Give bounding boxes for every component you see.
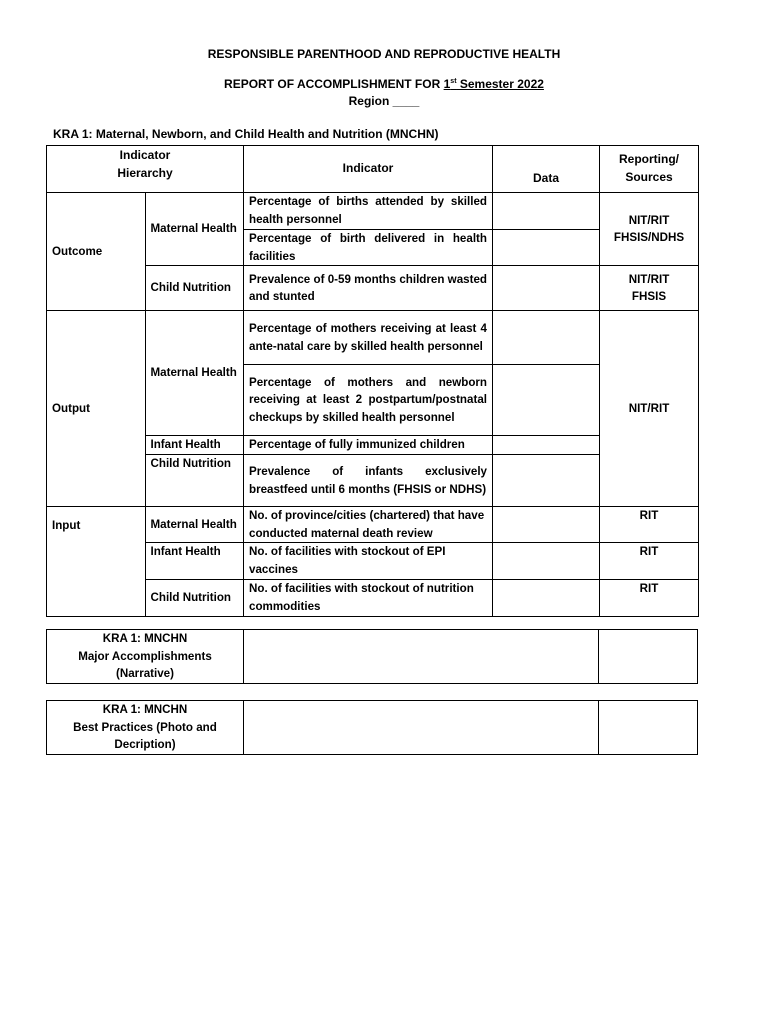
area-child-nutrition: Child Nutrition <box>145 266 244 311</box>
header-data: Data <box>493 146 600 193</box>
table-header-row <box>47 146 699 193</box>
indicator-wasted-stunted: Prevalence of 0-59 months children wasted and stunted <box>244 266 493 311</box>
kra-heading: KRA 1: Maternal, Newborn, and Child Health and Nutrition (MNCHN) <box>53 127 439 141</box>
best-practices-label <box>47 701 244 755</box>
table-row <box>47 311 699 365</box>
accomplishments-line3: (Narrative) <box>116 667 174 681</box>
data-cell[interactable] <box>493 365 600 436</box>
data-cell[interactable] <box>493 311 600 365</box>
indicator-breastfeed: Prevalence of infants exclusively breastfeed until 6 months (FHSIS or NDHS) <box>244 455 493 507</box>
data-cell[interactable] <box>493 266 600 311</box>
header-hierarchy-line1: Indicator <box>119 148 171 162</box>
table-row <box>47 543 699 579</box>
level-outcome: Outcome <box>47 193 146 311</box>
indicator-antenatal: Percentage of mothers receiving at least 4 ante-natal care by skilled health personnel <box>244 311 493 365</box>
area-maternal-health: Maternal Health <box>145 193 244 266</box>
indicator-facility-births: Percentage of birth delivered in health facilities <box>244 230 493 266</box>
sources-output: NIT/RIT <box>600 311 699 507</box>
report-title <box>0 77 768 91</box>
sources-input-child: RIT <box>600 579 699 616</box>
best-practices-line1: KRA 1: MNCHN <box>102 703 188 716</box>
best-practices-line2: Best Practices (Photo and <box>73 720 217 734</box>
table-row <box>47 579 699 616</box>
best-practices-table <box>46 700 698 755</box>
area-maternal-health: Maternal Health <box>145 311 244 436</box>
accomplishments-table <box>46 629 698 684</box>
sources-line1: NIT/RIT <box>628 272 670 286</box>
data-cell[interactable] <box>493 436 600 455</box>
sources-line2: FHSIS/NDHS <box>613 231 685 245</box>
best-practices-extra-cell[interactable] <box>599 701 698 755</box>
semester-number: 1 <box>443 77 451 91</box>
header-hierarchy-line2: Hierarchy <box>117 165 173 180</box>
area-infant-health: Infant Health <box>145 436 244 455</box>
area-infant-health: Infant Health <box>145 543 244 579</box>
level-input: Input <box>47 507 146 616</box>
data-cell[interactable] <box>493 579 600 616</box>
accomplishments-extra-cell[interactable] <box>599 630 698 684</box>
header-indicator-hierarchy <box>47 146 244 193</box>
table-row <box>47 266 699 311</box>
sources-input-infant: RIT <box>600 543 699 579</box>
indicator-epi-stockout: No. of facilities with stockout of EPI vaccines <box>244 543 493 579</box>
indicator-death-review: No. of province/cities (chartered) that have conducted maternal death review <box>244 507 493 543</box>
accomplishments-narrative-cell[interactable] <box>244 630 599 684</box>
semester-ordinal: st <box>450 78 457 85</box>
data-cell[interactable] <box>493 543 600 579</box>
indicator-nutrition-stockout: No. of facilities with stockout of nutrition commodities <box>244 579 493 616</box>
accomplishments-line2: Major Accomplishments <box>78 649 212 663</box>
sources-outcome-child <box>600 266 699 311</box>
level-output: Output <box>47 311 146 507</box>
program-title: RESPONSIBLE PARENTHOOD AND REPRODUCTIVE HEALTH <box>207 47 561 61</box>
report-prefix: REPORT OF ACCOMPLISHMENT FOR <box>224 77 444 91</box>
sources-line1: NIT/RIT <box>628 213 670 227</box>
header-reporting-sources <box>600 146 699 193</box>
table-row <box>47 630 698 684</box>
data-cell[interactable] <box>493 455 600 507</box>
data-cell[interactable] <box>493 193 600 230</box>
accomplishments-label <box>47 630 244 684</box>
indicator-immunized: Percentage of fully immunized children <box>244 436 493 455</box>
header-sources-line2: Sources <box>625 170 673 184</box>
area-child-nutrition: Child Nutrition <box>145 455 244 507</box>
data-cell[interactable] <box>493 507 600 543</box>
area-child-nutrition: Child Nutrition <box>145 579 244 616</box>
header-sources-line1: Reporting/ <box>619 152 679 167</box>
indicator-postpartum: Percentage of mothers and newborn receiving at least 2 postpartum/postnatal checkups by skilled health personnel <box>244 365 493 436</box>
sources-input-maternal: RIT <box>600 507 699 543</box>
best-practices-description-cell[interactable] <box>244 701 599 755</box>
table-row <box>47 507 699 543</box>
sources-line2: FHSIS <box>631 290 667 304</box>
indicator-table <box>46 145 699 617</box>
table-row <box>47 193 699 230</box>
semester-rest: Semester 2022 <box>456 77 544 91</box>
sources-outcome-maternal <box>600 193 699 266</box>
semester-label <box>444 77 544 91</box>
accomplishments-line1: KRA 1: MNCHN <box>102 632 188 645</box>
best-practices-line3: Decription) <box>114 738 176 752</box>
area-maternal-health: Maternal Health <box>145 507 244 543</box>
data-cell[interactable] <box>493 230 600 266</box>
header-indicator: Indicator <box>244 146 493 193</box>
region-label: Region ____ <box>348 94 420 108</box>
indicator-skilled-births: Percentage of births attended by skilled health personnel <box>244 193 493 230</box>
table-row <box>47 701 698 755</box>
